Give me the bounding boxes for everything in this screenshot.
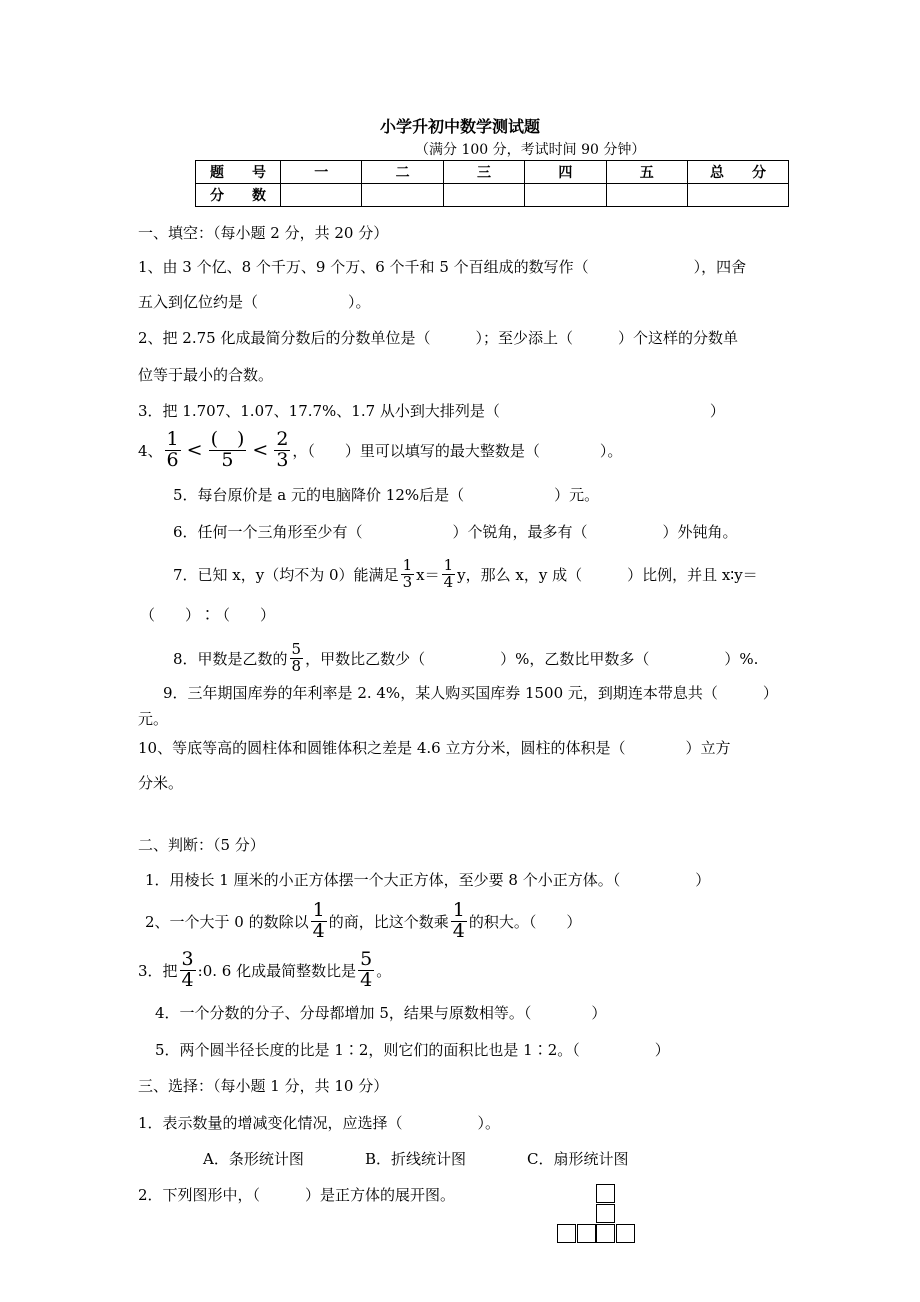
page-title: 小学升初中数学测试题 xyxy=(379,117,540,136)
net-square xyxy=(616,1224,635,1243)
table-cell: 一 xyxy=(281,161,362,184)
question-1-10-cont: 分米。 xyxy=(138,774,184,792)
table-cell[interactable] xyxy=(688,184,789,207)
question-1-10: 10、等底等高的圆柱体和圆锥体积之差是 4.6 立方分米，圆柱的体积是（ ）立方 xyxy=(138,739,731,757)
question-1-5: 5．每台原价是 a 元的电脑降价 12%后是（ ）元。 xyxy=(173,486,600,504)
question-1-1-cont: 五入到亿位约是（ ）。 xyxy=(138,293,371,311)
question-3-1: 1．表示数量的增减变化情况，应选择（ ）。 xyxy=(138,1114,501,1132)
question-1-3: 3．把 1.707、1.07、17.7%、1.7 从小到大排列是（ ） xyxy=(138,402,725,420)
question-1-4 xyxy=(138,426,622,474)
numerator[interactable]: ( ) xyxy=(210,427,245,450)
denominator: 6 xyxy=(166,448,179,471)
fraction-1-3 xyxy=(401,555,415,591)
section-2-heading: 二、判断：（5 分） xyxy=(138,836,265,854)
numerator: 3 xyxy=(181,947,194,970)
table-cell: 四 xyxy=(525,161,606,184)
q-text: 7．已知 x，y（均不为 0）能满足 xyxy=(173,565,399,584)
question-2-2 xyxy=(145,896,581,946)
question-1-8 xyxy=(173,636,758,680)
q-text: 的商，比这个数乘 xyxy=(328,912,449,931)
numerator: 2 xyxy=(276,427,289,450)
fraction-3-4 xyxy=(180,947,196,991)
q-text: :0. 6 化成最简整数比是 xyxy=(197,961,357,980)
numerator: 1 xyxy=(452,898,465,921)
fraction-1-6 xyxy=(165,427,181,471)
denominator: 3 xyxy=(276,448,289,471)
table-cell[interactable] xyxy=(362,184,443,207)
net-square xyxy=(596,1224,615,1243)
cube-net-figure xyxy=(557,1184,637,1244)
question-1-1: 1、由 3 个亿、8 个千万、9 个万、6 个千和 5 个百组成的数写作（ ），四舍 xyxy=(138,258,747,276)
numerator: 5 xyxy=(360,947,373,970)
question-1-9: 9．三年期国库券的年利率是 2. 4%，某人购买国库券 1500 元，到期连本带息共（ ） xyxy=(163,684,778,702)
section-3-heading: 三、选择：（每小题 1 分，共 10 分） xyxy=(138,1077,389,1095)
question-1-6: 6．任何一个三角形至少有（ ）个锐角，最多有（ ）外钝角。 xyxy=(173,523,738,541)
net-square xyxy=(596,1204,615,1223)
option-b[interactable]: B．折线统计图 xyxy=(365,1150,467,1168)
table-row xyxy=(196,184,789,207)
q-text: 的积大。（ ） xyxy=(468,912,582,931)
question-1-7 xyxy=(173,552,758,596)
q-text: ，（ ）里可以填写的最大整数是（ ）。 xyxy=(292,441,623,460)
question-1-2-cont: 位等于最小的合数。 xyxy=(138,366,274,384)
table-row xyxy=(196,161,789,184)
fraction-5-8 xyxy=(290,639,304,675)
denominator: 4 xyxy=(181,968,194,991)
table-cell: 分 数 xyxy=(196,184,281,207)
numerator: 1 xyxy=(312,898,325,921)
fraction-1-4 xyxy=(311,898,327,942)
q-text: ，甲数比乙数少（ ）%，乙数比甲数多（ ）%. xyxy=(305,649,759,668)
fraction-1-4 xyxy=(442,555,456,591)
question-1-9-cont: 元。 xyxy=(138,710,169,728)
table-cell: 五 xyxy=(606,161,687,184)
numerator: 1 xyxy=(402,555,413,574)
question-3-2: 2．下列图形中，（ ）是正方体的展开图。 xyxy=(138,1186,456,1204)
fraction-5-4 xyxy=(358,947,374,991)
table-cell: 三 xyxy=(443,161,524,184)
denominator: 8 xyxy=(291,656,302,675)
question-2-1: 1．用棱长 1 厘米的小正方体摆一个大正方体，至少要 8 个小正方体。（ ） xyxy=(145,871,711,889)
question-2-3 xyxy=(138,946,391,994)
net-square xyxy=(596,1184,615,1203)
numerator: 1 xyxy=(166,427,179,450)
q-text: 8．甲数是乙数的 xyxy=(173,649,288,668)
net-square xyxy=(577,1224,596,1243)
less-than-sign: < xyxy=(186,439,203,461)
q-text: 3．把 xyxy=(138,961,178,980)
denominator: 4 xyxy=(312,919,325,942)
question-1-2: 2、把 2.75 化成最简分数后的分数单位是（ ）；至少添上（ ）个这样的分数单 xyxy=(138,329,738,347)
fraction-1-4 xyxy=(451,898,467,942)
table-cell[interactable] xyxy=(606,184,687,207)
q-text: 2、一个大于 0 的数除以 xyxy=(145,912,309,931)
page-subtitle: （满分 100 分，考试时间 90 分钟） xyxy=(415,142,646,158)
net-square xyxy=(557,1224,576,1243)
denominator: 3 xyxy=(402,572,413,591)
q-text: 。 xyxy=(376,961,392,980)
table-cell[interactable] xyxy=(281,184,362,207)
table-cell[interactable] xyxy=(443,184,524,207)
numerator: 5 xyxy=(291,639,302,658)
q-number: 4、 xyxy=(138,441,163,460)
fraction-blank-5 xyxy=(209,427,247,471)
question-1-7-cont: （ ）∶（ ） xyxy=(140,606,276,624)
denominator: 4 xyxy=(452,919,465,942)
denominator: 5 xyxy=(221,448,234,471)
score-table xyxy=(195,160,789,207)
option-c[interactable]: C．扇形统计图 xyxy=(527,1150,629,1168)
q-text: y，那么 x，y 成（ ）比例，并且 x∶y＝ xyxy=(457,565,758,584)
numerator: 1 xyxy=(443,555,454,574)
fraction-2-3 xyxy=(274,427,290,471)
table-cell: 总 分 xyxy=(688,161,789,184)
question-2-4: 4．一个分数的分子、分母都增加 5，结果与原数相等。（ ） xyxy=(155,1004,607,1022)
question-2-5: 5．两个圆半径长度的比是 1∶2，则它们的面积比也是 1∶2。（ ） xyxy=(155,1041,670,1059)
table-cell: 题 号 xyxy=(196,161,281,184)
table-cell: 二 xyxy=(362,161,443,184)
q-text: x＝ xyxy=(416,565,440,584)
table-cell[interactable] xyxy=(525,184,606,207)
option-a[interactable]: A．条形统计图 xyxy=(203,1150,304,1168)
denominator: 4 xyxy=(360,968,373,991)
denominator: 4 xyxy=(443,572,454,591)
section-1-heading: 一、填空：（每小题 2 分，共 20 分） xyxy=(138,224,389,242)
less-than-sign: < xyxy=(252,439,269,461)
